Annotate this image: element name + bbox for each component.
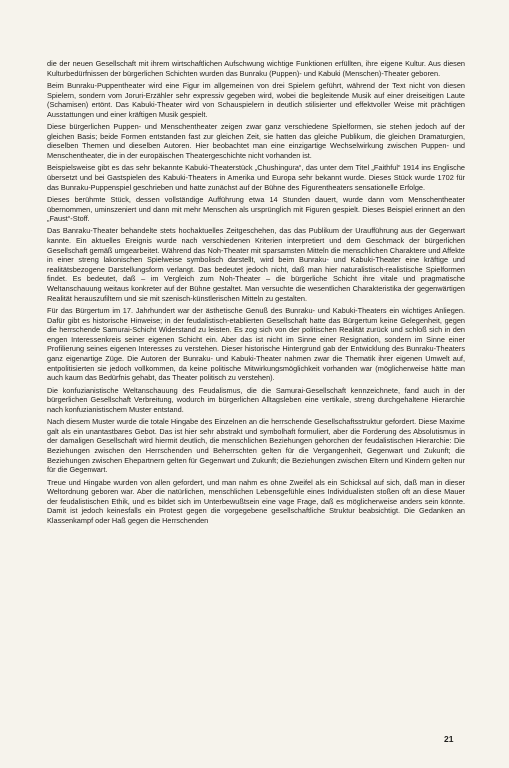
- paragraph: Dieses berühmte Stück, dessen vollständige Aufführung etwa 14 Stunden dauert, wurde dann vom Menschentheater übernommen, uminszeniert und dann mit mehr Menschen als ursprünglich mit Figuren gespielt. Dieses Beispiel erinnert an den „Faust“-Stoff.: [47, 194, 465, 224]
- paragraph: Beim Bunraku-Puppentheater wird eine Figur im allgemeinen von drei Spielern geführt, während der Text nicht von diesen Spielern, sondern vom Joruri-Erzähler sehr expressiv gegeben wird, wobei die begleitende Musik auf einer dreiseitigen Laute (Schamisen) ertönt. Das Kabuki-Theater wird von Schauspielern in deutlich stilisierter und effektvoller Weise mit prächtigen Ausstattungen und einer kräftigen Musik gespielt.: [47, 80, 465, 119]
- paragraph: Diese bürgerlichen Puppen- und Menschentheater zeigen zwar ganz verschiedene Spielformen, sie stehen jedoch auf der gleichen Basis; beide Formen entstanden fast zur gleichen Zeit, sie hatten das gleiche Publikum, die gleichen Dramaturgien, dieselben Themen und dieselben Autoren. Hier beobachtet man eine einzigartige Wechselwirkung zwischen Puppen- und Menschentheater, die in der europäischen Theatergeschichte nicht vorhanden ist.: [47, 122, 465, 160]
- page-number: 21: [444, 734, 454, 744]
- paragraph: Nach diesem Muster wurde die totale Hingabe des Einzelnen an die herrschende Gesellschaftsstruktur gefordert. Diese Maxime galt als ein unantastbares Gebot. Das ist hier sehr abstrakt und symbolhaft formuliert, aber die Forderung des Absolutismus in der damaligen Gesellschaft wird hiermit deutlich, die menschlichen Beziehungen gehorchen der feudalistischen Hierarchie: Die Beziehungen zwischen den Herrschenden und Beherrschten gelten für die Vergangenheit, Gegenwart und Zukunft; die Beziehungen zwischen Ehepartnern gelten für Gegenwart und Zukunft; die Beziehungen zwischen Eltern und Kindern gelten nur für die Gegenwart.: [47, 417, 465, 475]
- paragraph: Für das Bürgertum im 17. Jahrhundert war der ästhetische Genuß des Bunraku- und Kabuki-Theaters ein wichtiges Anliegen. Dafür gibt es historische Hinweise; in der feudalistisch-etablierten Gesellschaft hatte das Bürgertum keine Gelegenheit, gegen die herrschende Samurai-Schicht Widerstand zu leisten. Es zog sich von der politischen Realität zurück und schloß sich in den engen Interessenkreis seiner eigenen Schicht ein. Aber das ist nicht im Sinne einer Resignation, sondern im Sinne einer Profilierung seines eigenen Interesses zu verstehen. Dieser historische Hintergrund gab der Entwicklung des Bunraku-Theaters ganz eigenartige Züge. Die Autoren der Bunraku- und Kabuki-Theater nahmen zwar die Thematik ihrer eigenen Umwelt auf, entpolitisierten sie jedoch vollkommen, da keine politische Mitwirkungsmöglichkeit vorhanden war (möglicherweise hätte man auch kaum das Bedürfnis gehabt, das Theater politisch zu verstehen).: [47, 306, 465, 383]
- paragraph: Das Banraku-Theater behandelte stets hochaktuelles Zeitgeschehen, das das Publikum der Uraufführung aus der Gegenwart kannte. Ein aktuelles Ereignis wurde nach verschiedenen Kriterien interpretiert und dem Geschmack der bürgerlichen Gesellschaft gemäß umgearbeitet. Während das Noh-Theater mit sparsamsten Mitteln die menschlichen Charaktere und Affekte in einer streng lakonischen Spielweise symbolisch darstellt, wird beim Bunraku- und Kabuki-Theater eine kräftige und realitätsbezogene Darstellungsform verlangt. Das bedeutet jedoch nicht, daß man hier naturalistisch-realistische Spielformen findet. Es bedeutet, daß – im Vergleich zum Noh-Theater – die bürgerliche Schicht ihre vitale und pragmatische Weltanschauung weitaus konkreter auf der Bühne gestaltet. Man versuchte die wesentlichen Charakteristika der gegenwärtigen Realität herauszufiltern und sie mit szenisch-künstlerischen Mitteln zu gestalten.: [47, 226, 465, 303]
- body-text: [47, 59, 465, 528]
- paragraph: Beispielsweise gibt es das sehr bekannte Kabuki-Theaterstück „Chushingura“, das unter dem Titel „Faithful“ 1914 ins Englische übersetzt und bei Gastspielen des Kabuki-Theaters in Amerika und Europa sehr bekannt wurde. Dieses Stück wurde 1702 für das Bunraku-Puppenspiel geschrieben und hatte zunächst auf der Bühne des Figurentheaters sensationelle Erfolge.: [47, 163, 465, 192]
- paragraph: Treue und Hingabe wurden von allen gefordert, und man nahm es ohne Zweifel als ein Schicksal auf sich, daß man in dieser Weltordnung geboren war. Aber die natürlichen, menschlichen Lebensgefühle eines Individualisten stoßen oft an diese Mauer der feudalistischen Ethik, und es bildet sich im Unterbewußtsein eine vage Frage, daß es möglicherweise anders sein könnte. Damit ist jedoch keinesfalls ein Protest gegen die vorgegebene gesellschaftliche Struktur beabsichtigt. Die Gedanken an Klassenkampf oder Haß gegen die Herrschenden: [47, 477, 465, 525]
- paragraph: Die konfuzianistische Weltanschauung des Feudalismus, die die Samurai-Gesellschaft kennzeichnete, fand auch in der bürgerlichen Gesellschaft Verbreitung, wodurch im bürgerlichen Alltagsleben eine vertikale, streng durchgehaltene Hierarchie nach konfuzianistischem Muster entstand.: [47, 385, 465, 414]
- paragraph: die der neuen Gesellschaft mit ihrem wirtschaftlichen Aufschwung wichtige Funktionen erfüllten, ihre eigene Kultur. Aus diesen Kulturbedürfnissen der bürgerlichen Schichten wurden das Bunraku (Puppen)- und Kabuki (Menschen)-Theater geboren.: [47, 59, 465, 78]
